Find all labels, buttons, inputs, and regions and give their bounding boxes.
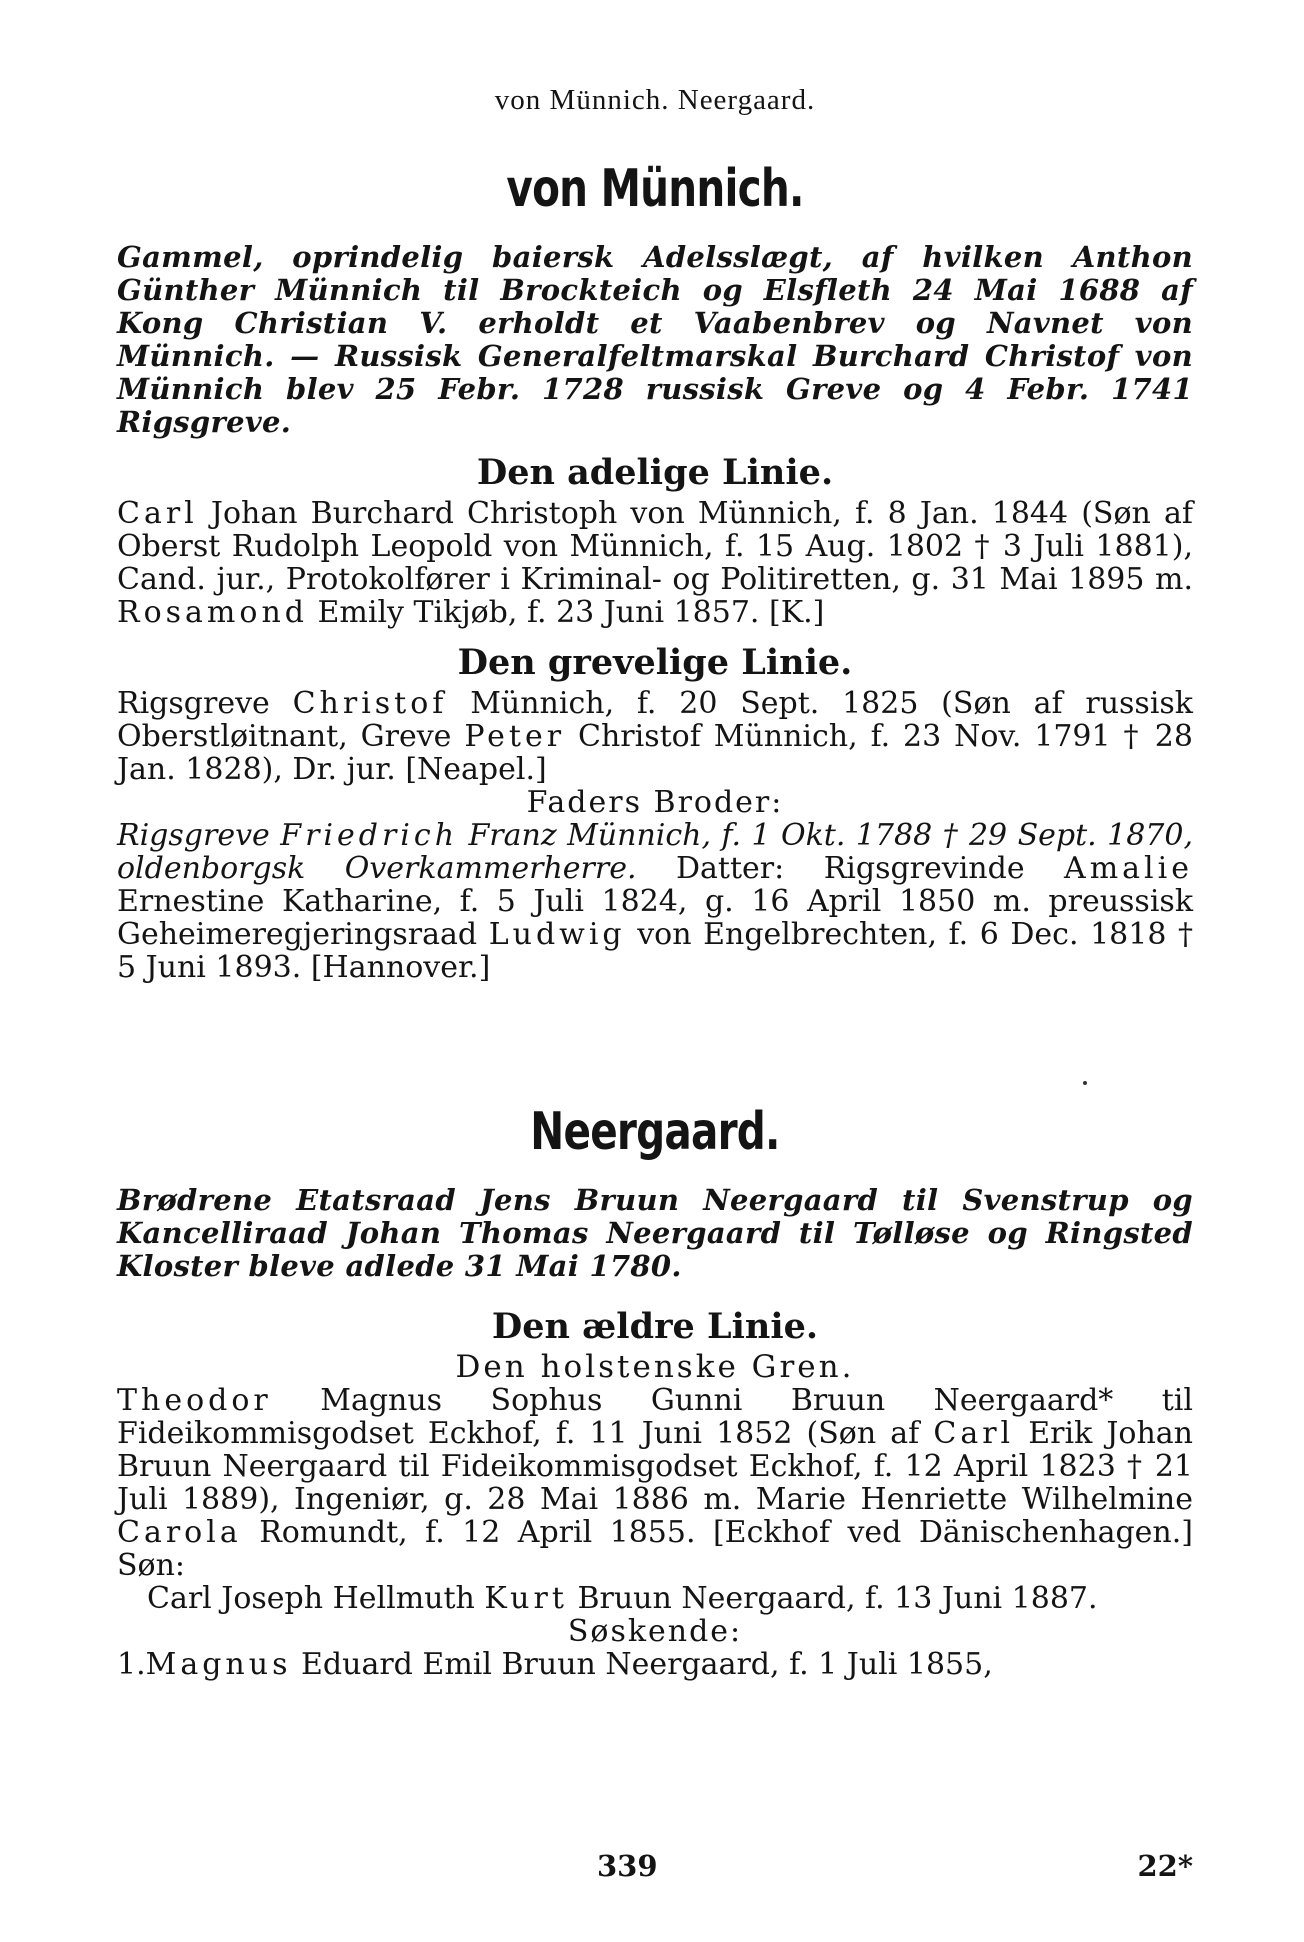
given-name: Carl (933, 1416, 1015, 1451)
label-datter: Datter: (675, 851, 785, 886)
family-intro-neergaard: Brødrene Etatsraad Jens Bruun Neergaard til Svenstrup og Kancelliraad Johan Thomas Neergaard til Tølløse og Ringsted Kloster bleve adlede 31 Mai 1780. (117, 1183, 1193, 1283)
entry-christof (117, 687, 1193, 786)
given-name: Carola (117, 1515, 242, 1550)
label-soskende: Søskende: (567, 1614, 743, 1649)
family-title-neergaard: Neergaard. (530, 1102, 780, 1162)
entry-text: Johan Burchard Christoph von Münnich, f. 8 Jan. 1844 (Søn af Oberst Rudolph Leopold von Münnich, f. 15 Aug. 1802 † 3 Juli 1881), Cand. jur., Protokolfører i Kriminal- og Politiretten, g. 31 Mai 1895 m. (117, 496, 1193, 597)
entry-friedrich (117, 819, 1193, 984)
section-gap (117, 984, 1193, 1102)
given-name: Ludwig (488, 917, 626, 952)
entry-text: Erik Johan Bruun Neergaard til Fideikommisgodset Eckhof, f. 12 April 1823 † 21 Juli 1889), Ingeniør, g. 28 Mai 1886 m. Marie Henriette Wilhelmine (117, 1416, 1193, 1517)
given-name: Rosamond (117, 595, 308, 630)
label-faders-broder: Faders Broder: (526, 785, 784, 820)
page-number: 339 (597, 1849, 658, 1883)
given-name: Carl (117, 496, 198, 531)
entry-text: Romundt, f. 12 April 1855. [Eckhof ved Dänischenhagen.] (259, 1515, 1193, 1550)
label-son: Søn: (117, 1548, 186, 1583)
line-heading-aeldre: Den ældre Linie. (491, 1306, 819, 1347)
family-title-munnich: von Münnich. (506, 159, 804, 219)
running-head: von Münnich. Neergaard. (494, 84, 816, 116)
given-name: Amalie (1064, 851, 1193, 886)
print-speck (1083, 1081, 1087, 1085)
page (117, 84, 1193, 1681)
entry-text: Emily Tikjøb, f. 23 Juni 1857. [K.] (317, 595, 825, 630)
entry-sibling-magnus (117, 1648, 1193, 1681)
entry-text: von Engelbrechten, f. 6 Dec. 1818 † 5 Juni 1893. [Hannover.] (117, 917, 1193, 985)
signature-mark: 22* (1137, 1849, 1193, 1883)
entry-text: Franz Münnich, f. 1 Okt. 1788 † 29 Sept. 1870, oldenborgsk Overkammerherre. (117, 818, 1193, 886)
given-name: Christof (292, 686, 448, 721)
branch-heading-holstenske: Den holstenske Gren. (455, 1349, 855, 1385)
entry-son-kurt (117, 1582, 1193, 1615)
list-number: 1. (117, 1647, 146, 1682)
entry-carl-johan (117, 497, 1193, 629)
given-name: Magnus (145, 1647, 292, 1682)
title-text: Rigsgreve (117, 686, 270, 721)
given-name: Kurt (484, 1581, 568, 1616)
title-text: Rigsgrevinde (823, 851, 1025, 886)
given-name: Theodor (117, 1383, 272, 1418)
family-intro-munnich: Gammel, oprindelig baiersk Adelsslægt, af hvilken Anthon Günther Münnich til Brockteich og Elsfleth 24 Mai 1688 af Kong Christian V. erholdt et Vaabenbrev og Navnet von Münnich. — Russisk Generalfeltmarskal Burchard Christof von Münnich blev 25 Febr. 1728 russisk Greve og 4 Febr. 1741 Rigsgreve. (117, 240, 1193, 439)
entry-text: Eduard Emil Bruun Neergaard, f. 1 Juli 1855, (301, 1647, 993, 1682)
entry-text: Bruun Neergaard, f. 13 Juni 1887. (577, 1581, 1098, 1616)
entry-text: Christof Münnich, f. 23 Nov. 1791 † 28 Jan. 1828), Dr. jur. [Neapel.] (117, 719, 1193, 787)
title-text: Rigsgreve (117, 818, 270, 853)
entry-theodor (117, 1384, 1193, 1582)
given-name: Peter (464, 719, 566, 754)
line-heading-adelige: Den adelige Linie. (476, 452, 834, 493)
entry-text: Ernestine Katharine, f. 5 Juli 1824, g. 16 April 1850 m. preussisk Geheimeregjeringsraad (117, 884, 1193, 952)
given-name: Friedrich (280, 818, 459, 853)
entry-text: Magnus Sophus Gunni Bruun Neergaard* til Fideikommisgodset Eckhof, f. 11 Juni 1852 (Søn af (117, 1383, 1193, 1451)
entry-text: Carl Joseph Hellmuth (147, 1581, 475, 1616)
line-heading-grevelige: Den grevelige Linie. (457, 642, 853, 683)
entry-text: Münnich, f. 20 Sept. 1825 (Søn af russisk Oberstløitnant, Greve (117, 686, 1193, 754)
